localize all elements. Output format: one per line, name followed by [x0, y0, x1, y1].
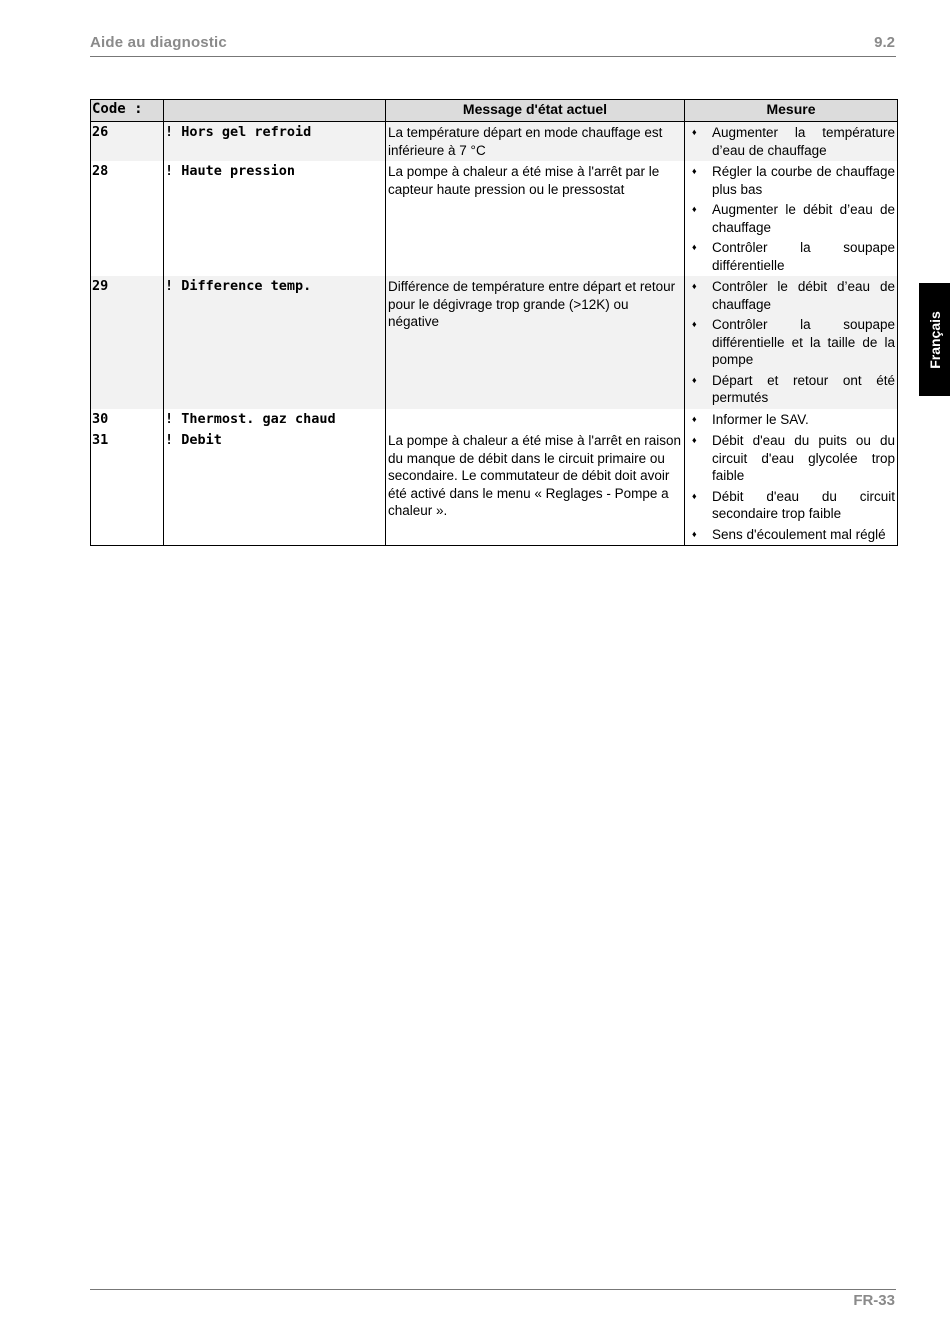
message-column-header: Message d'état actuel	[386, 100, 685, 122]
diamond-bullet-icon: ♦	[692, 166, 697, 176]
diamond-bullet-icon: ♦	[692, 242, 697, 252]
diamond-bullet-icon: ♦	[692, 435, 697, 445]
footer-divider	[90, 1289, 896, 1290]
display-message-cell: ! Hors gel refroid	[164, 122, 386, 162]
diagnostic-table	[90, 99, 898, 546]
message-cell: La température départ en mode chauffage est inférieure à 7 °C	[386, 122, 685, 162]
measure-cell	[685, 161, 898, 276]
measure-item: ♦ Départ et retour ont été permutés	[692, 372, 895, 405]
table-header-row	[91, 100, 898, 122]
measure-item: ♦ Augmenter la température d’eau de chauffage	[692, 125, 895, 158]
measure-item: ♦ Contrôler la soupape différentielle	[692, 240, 895, 273]
display-message-cell: ! Difference temp.	[164, 276, 386, 409]
measure-column-header: Mesure	[685, 100, 898, 122]
measure-item: ♦ Augmenter le débit d’eau de chauffage	[692, 202, 895, 235]
code-cell: 30	[91, 409, 164, 431]
measure-item: ♦ Informer le SAV.	[692, 411, 809, 427]
diamond-bullet-icon: ♦	[692, 281, 697, 291]
section-number: 9.2	[874, 34, 895, 51]
display-message-cell: ! Debit	[164, 430, 386, 546]
code-cell: 29	[91, 276, 164, 409]
table-row	[91, 161, 898, 276]
code-cell: 28	[91, 161, 164, 276]
page-header-title: Aide au diagnostic	[90, 34, 227, 51]
measure-cell	[685, 276, 898, 409]
diamond-bullet-icon: ♦	[692, 413, 697, 424]
measure-item: ♦ Débit d'eau du puits ou du circuit d'eau glycolée trop faible	[692, 433, 895, 483]
measure-item: ♦ Régler la courbe de chauffage plus bas	[692, 164, 895, 197]
table-row	[91, 430, 898, 546]
display-message-cell: ! Thermost. gaz chaud	[164, 409, 386, 431]
measure-item: ♦ Débit d'eau du circuit secondaire trop faible	[692, 488, 895, 521]
code-cell: 31	[91, 430, 164, 546]
measure-item: ♦ Contrôler le débit d’eau de chauffage	[692, 279, 895, 312]
diamond-bullet-icon: ♦	[692, 204, 697, 214]
display-message-cell: ! Haute pression	[164, 161, 386, 276]
table-row	[91, 276, 898, 409]
message-cell: La pompe à chaleur a été mise à l'arrêt par le capteur haute pression ou le pressostat	[386, 161, 685, 276]
diamond-bullet-icon: ♦	[692, 127, 697, 137]
display-column-header	[164, 100, 386, 122]
measure-cell	[685, 122, 898, 162]
language-tab	[919, 283, 950, 396]
header-divider	[90, 56, 896, 57]
diamond-bullet-icon: ♦	[692, 319, 697, 329]
table-row	[91, 122, 898, 162]
measure-item: ♦ Sens d'écoulement mal réglé	[692, 526, 886, 542]
page-number: FR-33	[853, 1292, 895, 1309]
measure-cell	[685, 430, 898, 546]
message-cell	[386, 409, 685, 431]
message-cell: La pompe à chaleur a été mise à l'arrêt en raison du manque de débit dans le circuit primaire ou secondaire. Le commutateur de débit doit avoir été activé dans le menu « Reglages - Pompe a chaleur ».	[386, 430, 685, 546]
message-cell: Différence de température entre départ et retour pour le dégivrage trop grande (>12K) ou négative	[386, 276, 685, 409]
measure-item: ♦ Contrôler la soupape différentielle et la taille de la pompe	[692, 317, 895, 367]
code-column-header: Code :	[91, 100, 164, 122]
table-row	[91, 409, 898, 431]
diamond-bullet-icon: ♦	[692, 374, 697, 385]
measure-cell	[685, 409, 898, 431]
diamond-bullet-icon: ♦	[692, 528, 697, 539]
diamond-bullet-icon: ♦	[692, 490, 697, 501]
language-tab-label: Français	[926, 310, 943, 369]
code-cell: 26	[91, 122, 164, 162]
